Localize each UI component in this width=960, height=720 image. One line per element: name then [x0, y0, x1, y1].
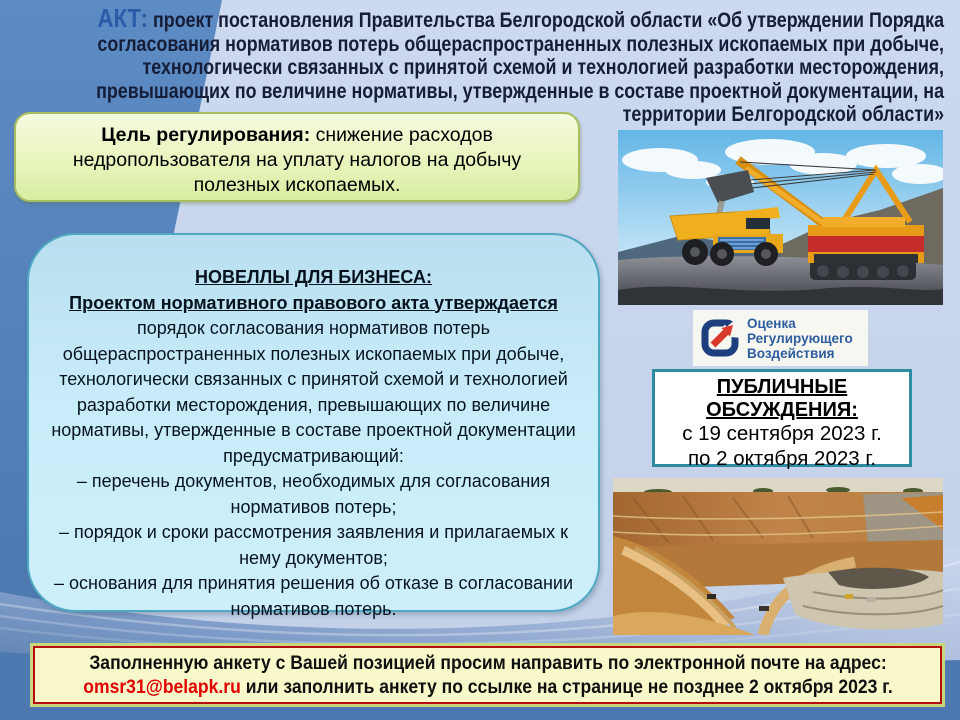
orv-logo	[693, 310, 868, 366]
orv-logo-line-2: Регулирующего	[747, 330, 853, 346]
act-label: АКТ:	[97, 3, 149, 33]
footer-text	[34, 651, 943, 699]
act-title-line-2: согласования нормативов потерь общераспространенных полезных ископаемых при добыче,	[97, 32, 944, 56]
novelties-bullet-2: – порядок и сроки рассмотрения заявления и прилагаемых к нему документов;	[59, 522, 568, 568]
act-title-line-5: территории Белгородской области»	[622, 103, 944, 126]
email-link[interactable]: omsr31@belapk.ru	[83, 676, 241, 698]
mining-excavator-photo	[618, 130, 943, 305]
public-discussions-title-1: ПУБЛИЧНЫЕ	[716, 376, 848, 398]
goal-label: Цель регулирования:	[101, 124, 311, 146]
public-discussions-date-to: по 2 октября 2023 г.	[687, 446, 877, 470]
act-title-line-4: превышающих по величине нормативы, утвержденные в составе проектной документации, на	[96, 79, 944, 103]
footer-line-2-rest: или заполнить анкету по ссылке на странице не позднее 2 октября 2023 г.	[240, 676, 893, 698]
novelties-body: порядок согласования нормативов потерь общераспространенных полезных ископаемых при добыче, технологически связанных с принятой схемой и технологией разработки месторождения, превышающих по величине нормативы, утвержденные в составе проектной документации предусматривающий:	[51, 318, 576, 466]
orv-arrow-icon	[700, 318, 740, 358]
orv-logo-line-1: Оценка	[747, 315, 796, 331]
business-novelties-box	[27, 233, 600, 619]
regulation-goal-box	[14, 112, 580, 202]
footer-line-2	[34, 675, 943, 699]
novelties-subtitle: Проектом нормативного правового акта утверждается	[69, 292, 558, 313]
dump-truck	[670, 207, 783, 266]
public-discussions-title-2: ОБСУЖДЕНИЯ:	[706, 399, 858, 421]
act-title-line	[9, 3, 945, 33]
act-title-line-3: технологически связанных с принятой схемой и технологией разработки месторождения,	[142, 56, 945, 79]
act-title-line-1: проект постановления Правительства Белгородской области «Об утверждении Порядка	[153, 9, 945, 32]
open-pit-mine-photo	[613, 478, 943, 635]
goal-text: снижение расходов недропользователя на уплату налогов на добычу полезных ископаемых.	[72, 124, 522, 196]
novelties-bullet-1: – перечень документов, необходимых для согласования нормативов потерь;	[76, 471, 551, 517]
act-title	[9, 3, 945, 127]
public-discussions-date-from: с 19 сентября 2023 г.	[682, 422, 882, 445]
novelties-title: НОВЕЛЛЫ ДЛЯ БИЗНЕСА:	[195, 267, 432, 287]
footer-line-1: Заполненную анкету с Вашей позицией просим направить по электронной почте на адрес:	[89, 652, 887, 674]
public-discussions-box	[652, 369, 912, 470]
orv-logo-text	[747, 316, 853, 361]
orv-logo-line-3: Воздействия	[747, 345, 835, 361]
novelties-bullet-3: – основания для принятия решения об отказе в согласовании нормативов потерь.	[53, 573, 574, 619]
footer-contact-box	[33, 646, 942, 704]
